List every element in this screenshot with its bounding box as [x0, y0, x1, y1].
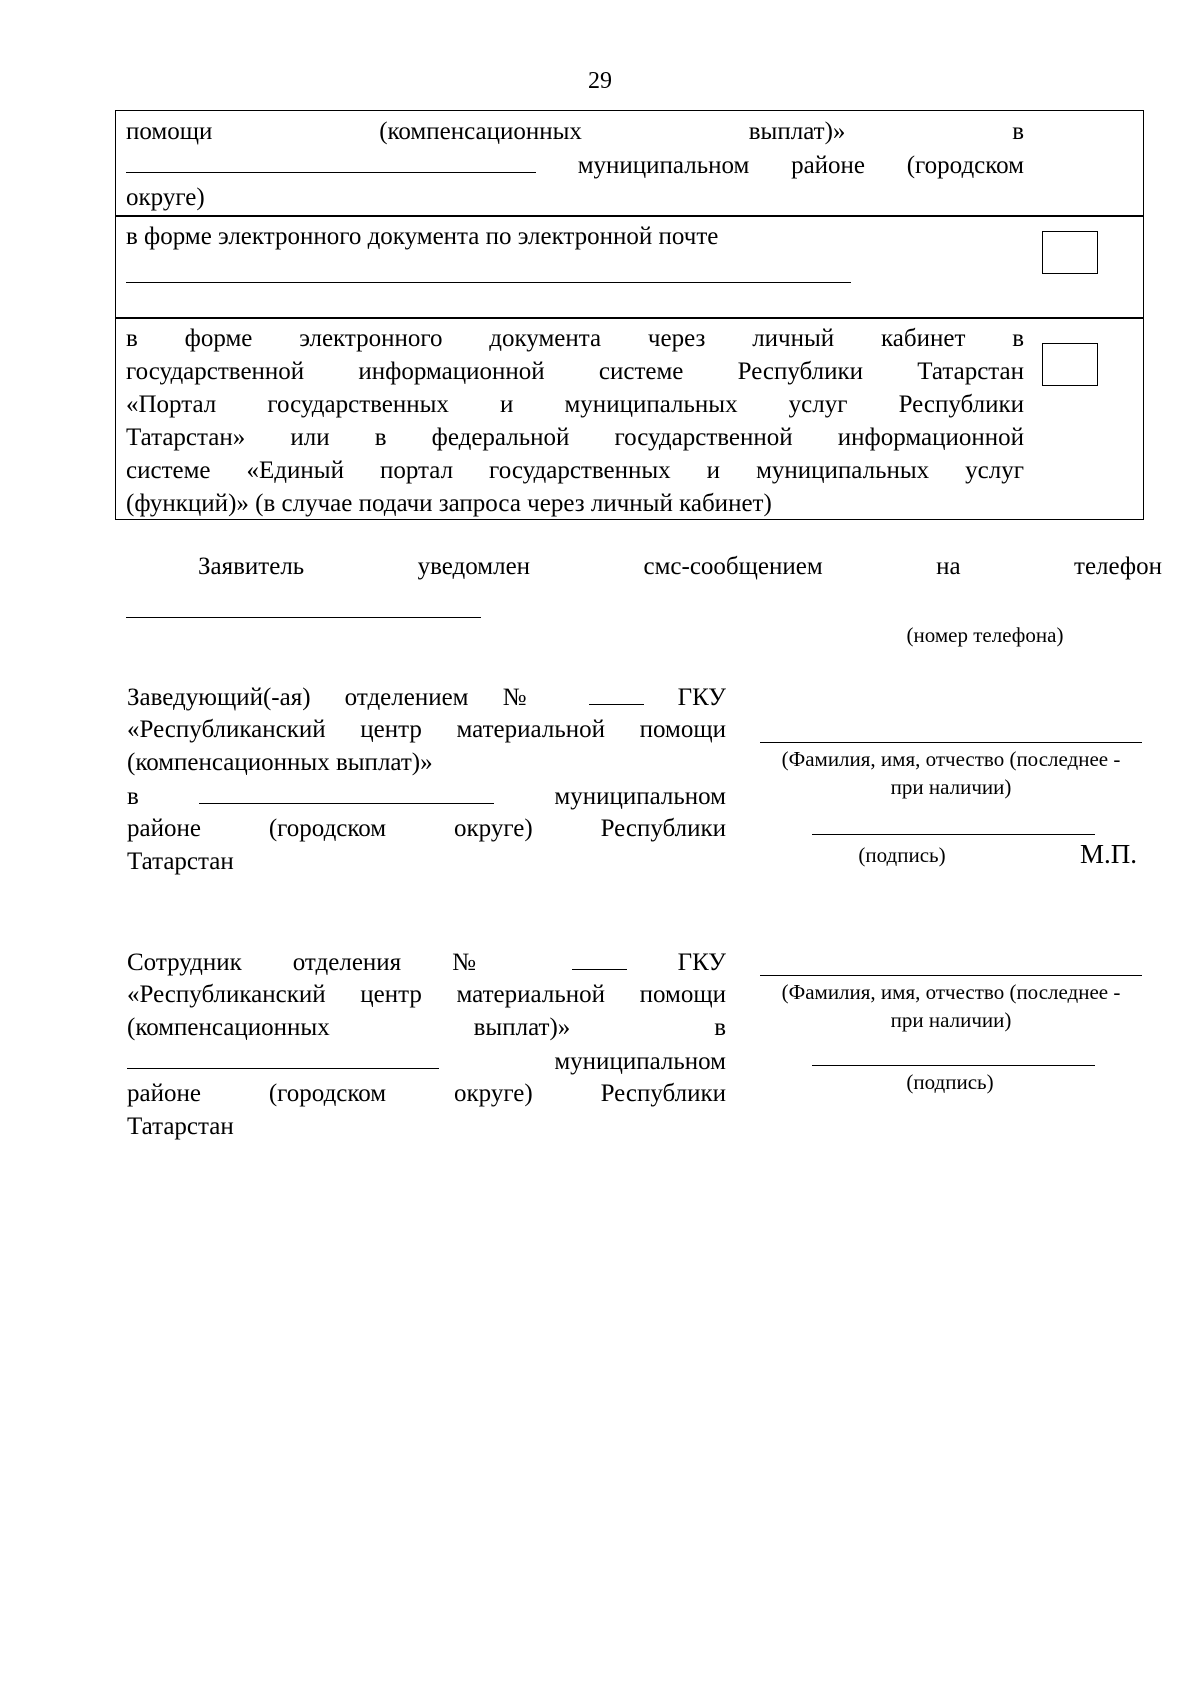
- word: (компенсационных: [127, 1014, 330, 1041]
- portal-option-checkbox[interactable]: [1042, 343, 1098, 386]
- employee-signature-line[interactable]: [812, 1065, 1095, 1066]
- employee-fio-caption-1: (Фамилия, имя, отчество (последнее -: [781, 980, 1121, 1004]
- text-line: [127, 945, 726, 978]
- word: (компенсационных: [379, 118, 582, 145]
- text-line: [127, 812, 726, 845]
- text-line: [127, 779, 726, 812]
- text-line: в форме электронного документа через личный кабинет в: [126, 325, 1024, 352]
- sms-notice-text: [198, 553, 1162, 581]
- option-row-center: [115, 110, 1144, 217]
- employee-position-text: [127, 945, 726, 1143]
- word: муниципальном: [554, 1048, 726, 1075]
- option-row-portal-text: [126, 322, 1024, 520]
- word: районе: [127, 1080, 201, 1107]
- word: в: [714, 1014, 726, 1041]
- text-line: (функций)» (в случае подачи запроса через личный кабинет): [126, 490, 772, 517]
- text-line: [127, 680, 726, 713]
- text-line: [127, 1077, 726, 1110]
- blank-district-line[interactable]: [127, 1044, 439, 1069]
- page-number: 29: [588, 68, 612, 94]
- word: выплат)»: [748, 118, 846, 145]
- text-line: [127, 1044, 726, 1077]
- text-line: округе): [126, 184, 205, 211]
- text-line: «Республиканский центр материальной помощи: [127, 981, 726, 1008]
- word: районе: [127, 815, 201, 842]
- head-fio-caption-2: при наличии): [890, 775, 1012, 799]
- text-fragment: муниципальном районе (городском: [577, 152, 1024, 179]
- email-option-checkbox[interactable]: [1042, 231, 1098, 274]
- text-line: [127, 1011, 726, 1044]
- text-line: «Портал государственных и муниципальных услуг Республики: [126, 391, 1024, 418]
- employee-fio-line[interactable]: [760, 975, 1142, 976]
- stamp-place-label: М.П.: [1080, 839, 1138, 869]
- word: помощи: [126, 118, 213, 145]
- word: №: [502, 684, 555, 711]
- text-line: Татарстан: [127, 848, 234, 875]
- text-line: [126, 148, 1024, 181]
- word: на: [936, 553, 961, 580]
- word: в: [127, 783, 139, 810]
- head-signature-line[interactable]: [812, 834, 1095, 835]
- employee-signature-caption: (подпись): [906, 1070, 994, 1094]
- word: смс-сообщением: [643, 553, 823, 580]
- word: отделения: [292, 949, 402, 976]
- word: Сотрудник: [127, 949, 242, 976]
- word: Республики: [600, 1080, 726, 1107]
- text-line: Татарстан: [127, 1113, 234, 1140]
- email-address-line[interactable]: [126, 282, 851, 283]
- phone-number-line[interactable]: [126, 617, 481, 618]
- option-row-portal: [115, 317, 1144, 520]
- head-position-text: [127, 680, 726, 878]
- text-line: государственной информационной системе Республики Татарстан: [126, 358, 1024, 385]
- word: Республики: [600, 815, 726, 842]
- text-line: системе «Единый портал государственных и муниципальных услуг: [126, 457, 1024, 484]
- text-line: в форме электронного документа по электронной почте: [126, 223, 719, 250]
- word: Заявитель: [198, 553, 305, 580]
- word: (городском: [268, 815, 387, 842]
- word: телефон: [1074, 553, 1162, 580]
- word: №: [452, 949, 521, 976]
- option-row-center-text: [126, 115, 1024, 214]
- word: муниципальном: [554, 783, 727, 810]
- text-line: [126, 115, 1024, 148]
- head-signature-caption: (подпись): [858, 843, 946, 867]
- word: округе): [454, 1080, 533, 1107]
- head-fio-line[interactable]: [760, 742, 1142, 743]
- word: ГКУ: [677, 949, 726, 976]
- word: выплат)»: [473, 1014, 571, 1041]
- word: ГКУ: [677, 684, 726, 711]
- word: уведомлен: [417, 553, 531, 580]
- employee-fio-caption-2: при наличии): [890, 1008, 1012, 1032]
- word: в: [1012, 118, 1025, 145]
- blank-district-line[interactable]: [126, 148, 536, 173]
- option-row-email: [115, 215, 1144, 319]
- blank-department-number[interactable]: [572, 945, 627, 970]
- blank-district-line[interactable]: [199, 779, 494, 804]
- word: округе): [454, 815, 533, 842]
- text-line: (компенсационных выплат)»: [127, 749, 433, 776]
- word: отделением: [344, 684, 469, 711]
- phone-caption: (номер телефона): [906, 623, 1064, 647]
- text-line: Татарстан» или в федеральной государственной информационной: [126, 424, 1024, 451]
- head-fio-caption-1: (Фамилия, имя, отчество (последнее -: [781, 747, 1121, 771]
- text-line: «Республиканский центр материальной помощи: [127, 716, 726, 743]
- option-row-email-text: [126, 220, 1024, 253]
- word: (городском: [268, 1080, 387, 1107]
- blank-department-number[interactable]: [589, 680, 644, 705]
- word: Заведующий(-ая): [127, 684, 311, 711]
